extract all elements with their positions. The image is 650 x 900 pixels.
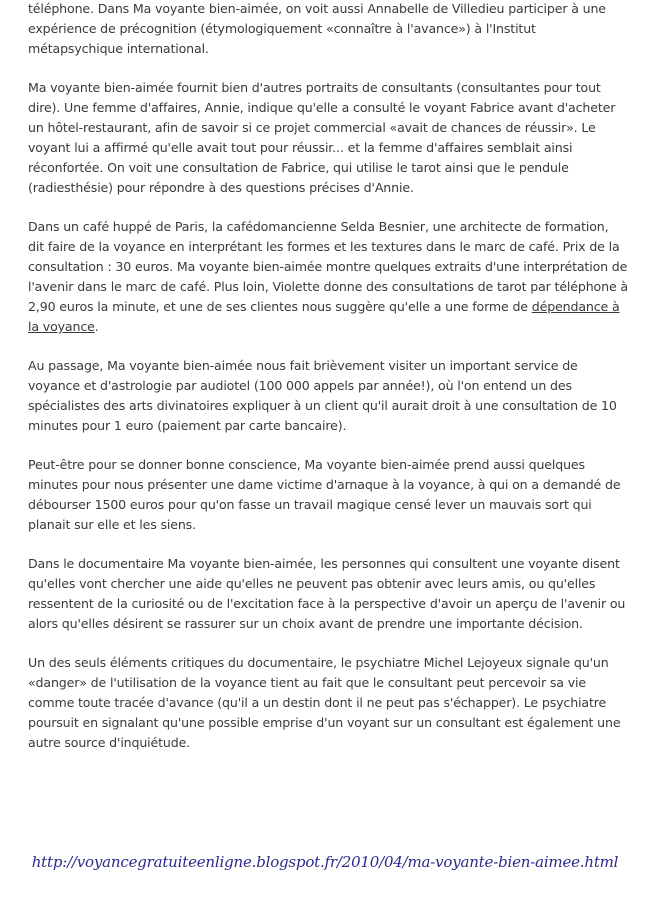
paragraph-audiotel: Au passage, Ma voyante bien-aimée nous fait brièvement visiter un important service de voyance et d'astrologie par audiotel (100 000 appels par année!), où l'on entend un des spécialistes des arts divinatoires expliquer à un client qu'il aurait droit à une consultation de 10 minutes pour 1 euro (paiement par carte bancaire). (28, 358, 617, 433)
article-body (28, 0, 628, 772)
paragraph-precognition: téléphone. Dans Ma voyante bien-aimée, on voit aussi Annabelle de Villedieu participer à une expérience de précognition (étymologiquement «connaître à l'avance») à l'Institut métapsychique international. (28, 1, 606, 56)
paragraph-cafe-reading (28, 217, 628, 337)
paragraph-text-before-link: Dans un café huppé de Paris, la cafédomancienne Selda Besnier, une architecte de formation, dit faire de la voyance en interprétant les formes et les textures dans le marc de café. Prix de la consultation : 30 euros. Ma voyante bien-aimée montre quelques extraits d'une interprétation de l'avenir dans le marc de café. Plus loin, Violette donne des consultations de tarot par téléphone à 2,90 euros la minute, et une de ses clientes nous suggère qu'elle a une forme de (28, 219, 628, 314)
paragraph-text-after-link: . (94, 319, 99, 334)
source-url: http://voyancegratuiteenligne.blogspot.fr/2010/04/ma-voyante-bien-aimee.html (31, 853, 619, 871)
paragraph-scam-victim: Peut-être pour se donner bonne conscience, Ma voyante bien-aimée prend aussi quelques minutes pour nous présenter une dame victime d'arnaque à la voyance, à qui on a demandé de débourser 1500 euros pour qu'on fasse un travail magique censé lever un mauvais sort qui planait sur elle et les siens. (28, 457, 621, 532)
paragraph-consultant-motives: Dans le documentaire Ma voyante bien-aimée, les personnes qui consultent une voyante disent qu'elles vont chercher une aide qu'elles ne peuvent pas obtenir avec leurs amis, ou qu'elles ressentent de la curiosité ou de l'excitation face à la perspective d'avoir un aperçu de l'avenir ou alors qu'elles désirent se rassurer sur un choix avant de prendre une importante décision. (28, 556, 626, 631)
dependance-voyance-link[interactable]: dépendance à la voyance (28, 299, 620, 334)
paragraph-consultant-portraits: Ma voyante bien-aimée fournit bien d'autres portraits de consultants (consultantes pour tout dire). Une femme d'affaires, Annie, indique qu'elle a consulté le voyant Fabrice avant d'acheter un hôtel-restaurant, afin de savoir si ce projet commercial «avait de chances de réussir». Le voyant lui a affirmé qu'elle avait tout pour réussir... et la femme d'affaires semblait ainsi réconfortée. On voit une consultation de Fabrice, qui utilise le tarot ainsi que le pendule (radiesthésie) pour répondre à des questions précises d'Annie. (28, 80, 616, 195)
paragraph-psychiatrist-critique: Un des seuls éléments critiques du documentaire, le psychiatre Michel Lejoyeux signale qu'un «danger» de l'utilisation de la voyance tient au fait que le consultant peut percevoir sa vie comme toute tracée d'avance (qu'il a un destin dont il ne peut pas s'échapper). Le psychiatre poursuit en signalant qu'une possible emprise d'un voyant sur un consultant est également une autre source d'inquiétude. (28, 655, 621, 750)
